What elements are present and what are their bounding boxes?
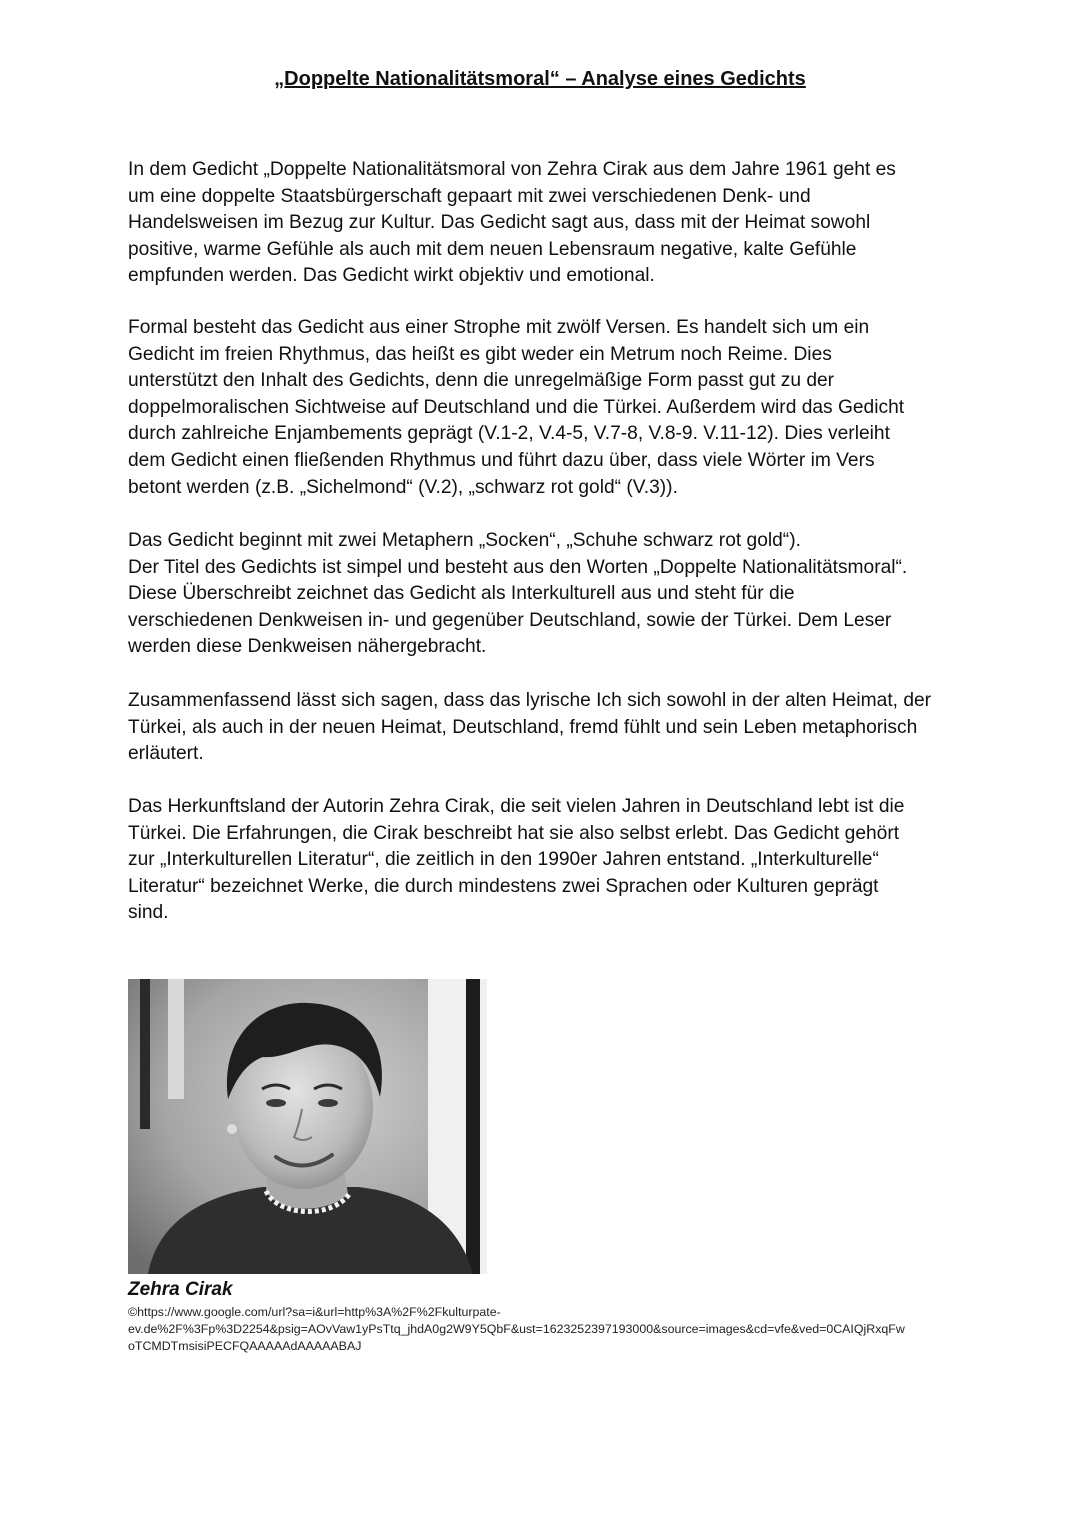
paragraph-form-analysis: Formal besteht das Gedicht aus einer Strophe mit zwölf Versen. Es handelt sich um ein Gedicht im freien Rhythmus, das heißt es gibt weder ein Metrum noch Reime. Dies unterstützt den Inhalt des Gedichts, denn die unregelmäßige Form passt gut zu der doppelmoralischen Sichtweise auf Deutschland und die Türkei. Außerdem wird das Gedicht durch zahlreiche Enjambements geprägt (V.1-2, V.4-5, V.7-8, V.8-9. V.11-12). Dies verleiht dem Gedicht einen fließenden Rhythmus und führt dazu über, dass viele Wörter im Vers betont werden (z.B. „Sichelmond“ (V.2), „schwarz rot gold“ (V.3)). bbox=[128, 317, 905, 498]
photo-caption: Zehra Cirak bbox=[128, 1279, 233, 1300]
paragraph-summary: Zusammenfassend lässt sich sagen, dass das lyrische Ich sich sowohl in der alten Heimat, der Türkei, als auch in der neuen Heimat, Deutschland, fremd fühlt und sein Leben metaphorisch erläutert. bbox=[128, 690, 932, 765]
document-title: „Doppelte Nationalitätsmoral“ – Analyse eines Gedichts bbox=[274, 68, 806, 90]
author-portrait-photo bbox=[128, 979, 487, 1274]
paragraph-introduction: In dem Gedicht „Doppelte Nationalitätsmoral von Zehra Cirak aus dem Jahre 1961 geht es um eine doppelte Staatsbürgerschaft gepaart mit zwei verschiedenen Denk- und Handelsweisen im Bezug zur Kultur. Das Gedicht sagt aus, dass mit der Heimat sowohl positive, warme Gefühle als auch mit dem neuen Lebensraum negative, kalte Gefühle empfunden werden. Das Gedicht wirkt objektiv und emotional. bbox=[128, 159, 896, 287]
paragraph-metaphors-title: Das Gedicht beginnt mit zwei Metaphern „Socken“, „Schuhe schwarz rot gold“). Der Titel des Gedichts ist simpel und besteht aus den Worten „Doppelte Nationalitätsmoral“. Diese Überschreibt zeichnet das Gedicht als Interkulturell aus und steht für die verschiedenen Denkweisen in- und gegenüber Deutschland, sowie der Türkei. Dem Leser werden diese Denkweisen nähergebracht. bbox=[128, 530, 908, 658]
paragraph-author-background: Das Herkunftsland der Autorin Zehra Cirak, die seit vielen Jahren in Deutschland lebt ist die Türkei. Die Erfahrungen, die Cirak beschreibt hat sie also selbst erlebt. Das Gedicht gehört zur „Interkulturellen Literatur“, die zeitlich in den 1990er Jahren entstand. „Interkulturelle“ Literatur“ bezeichnet Werke, die durch mindestens zwei Sprachen oder Kulturen geprägt sind. bbox=[128, 796, 905, 924]
photo-source-url: ©https://www.google.com/url?sa=i&url=http%3A%2F%2Fkulturpate- ev.de%2F%3Fp%3D2254&psig=AOvVaw1yPsTtq_jhdA0g2W9Y5QbF&ust=1623252397193000&source=images&cd=vfe&ved=0CAIQjRxqFw oTCMDTmsisiPECFQAAAAAdAAAAABAJ bbox=[128, 1305, 905, 1353]
